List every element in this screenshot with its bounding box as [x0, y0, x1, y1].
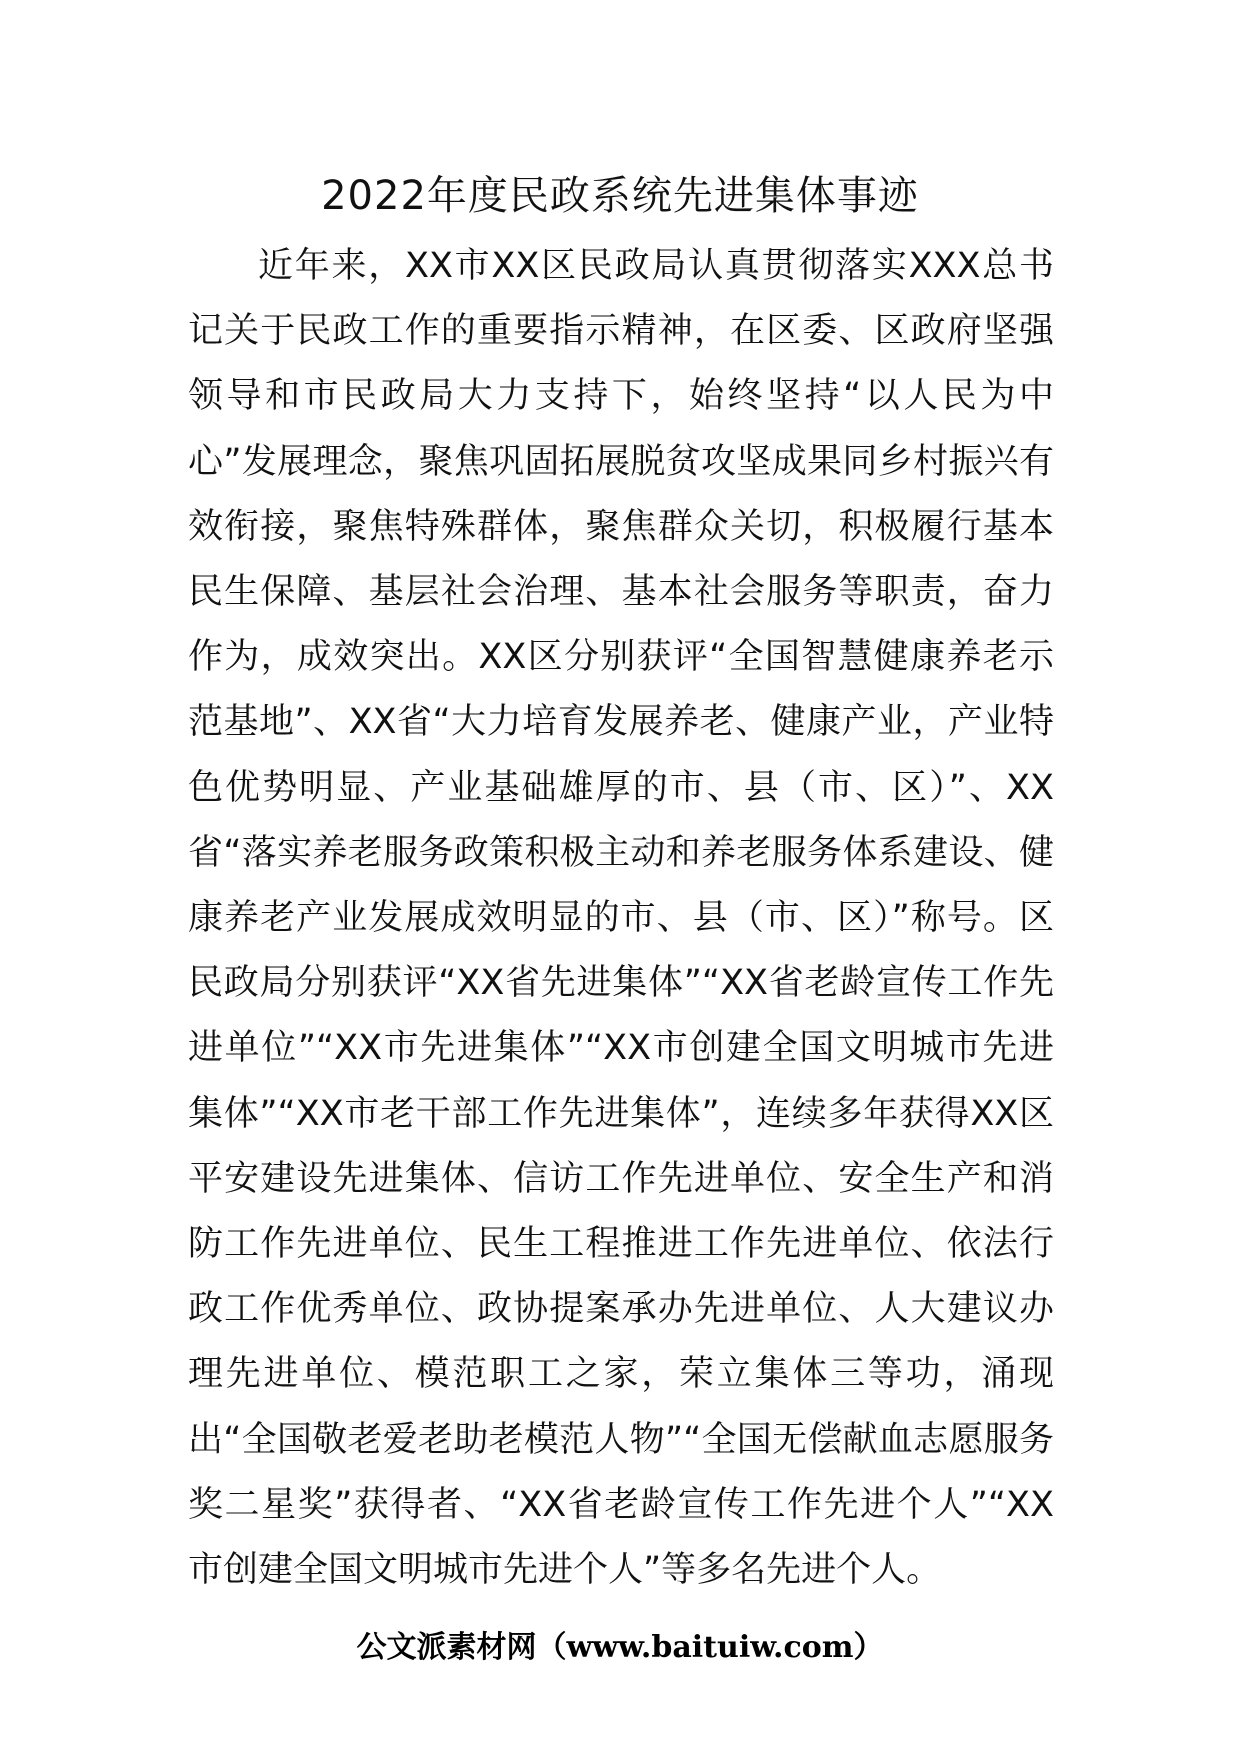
document-title: 2022年度民政系统先进集体事迹 — [321, 173, 919, 219]
footer-watermark: 公文派素材网（www.baituiw.com） — [356, 1630, 884, 1665]
body-paragraph: 近年来，XX市XX区民政局认真贯彻落实XXX总书记关于民政工作的重要指示精神，在区委、区政府坚强领导和市民政局大力支持下，始终坚持“以人民为中心”发展理念，聚焦巩固拓展脱贫攻坚成果同乡村振兴有效衔接，聚焦特殊群体，聚焦群众关切，积极履行基本民生保障、基层社会治理、基本社会服务等职责，奋力作为，成效突出。XX区分别获评“全国智慧健康养老示范基地”、XX省“大力培育发展养老、健康产业，产业特色优势明显、产业基础雄厚的市、县（市、区）”、XX省“落实养老服务政策积极主动和养老服务体系建设、健康养老产业发展成效明显的市、县（市、区）”称号。区民政局分别获评“XX省先进集体”“XX省老龄宣传工作先进单位”“XX市先进集体”“XX市创建全国文明城市先进集体”“XX市老干部工作先进集体”，连续多年获得XX区平安建设先进集体、信访工作先进单位、安全生产和消防工作先进单位、民生工程推进工作先进单位、依法行政工作优秀单位、政协提案承办先进单位、人大建议办理先进单位、模范职工之家，荣立集体三等功，涌现出“全国敬老爱老助老模范人物”“全国无偿献血志愿服务奖二星奖”获得者、“XX省老龄宣传工作先进个人”“XX市创建全国文明城市先进个人”等多名先进个人。 — [188, 246, 1054, 1591]
